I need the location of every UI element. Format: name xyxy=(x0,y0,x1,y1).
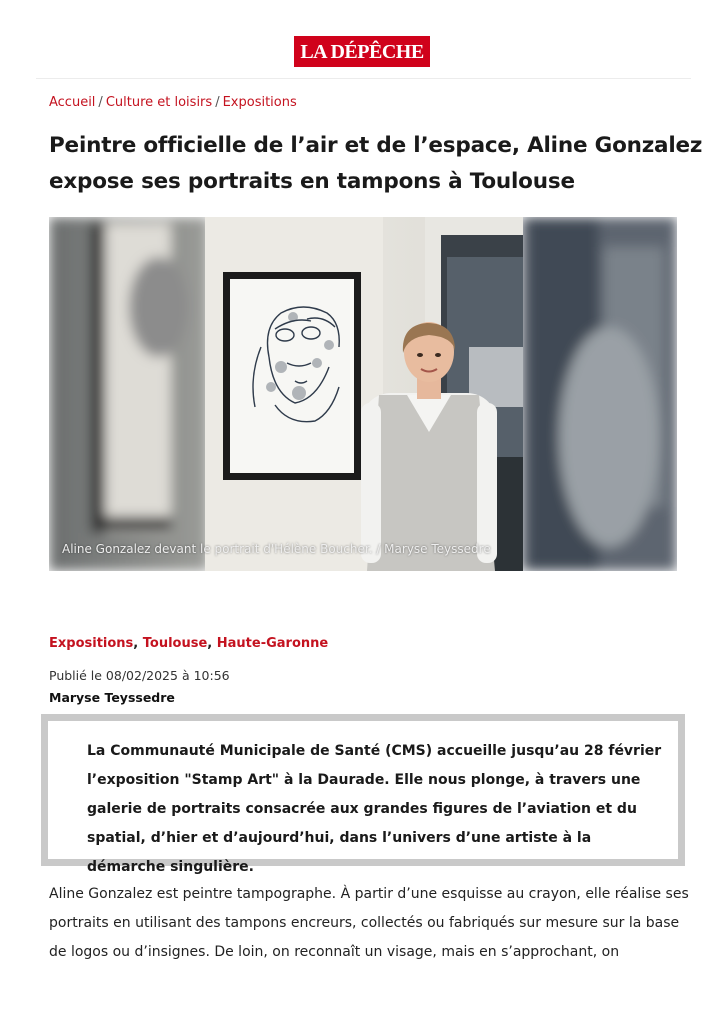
tag-haute-garonne-link[interactable]: Haute-Garonne xyxy=(216,636,329,651)
breadcrumb xyxy=(49,95,297,110)
breadcrumb-home-link[interactable]: Accueil xyxy=(49,95,96,110)
publish-date: Publié le 08/02/2025 à 10:56 xyxy=(49,668,230,683)
tag-expositions-link[interactable]: Expositions xyxy=(49,636,134,651)
photo-illustration xyxy=(49,217,677,571)
site-logo[interactable]: LA DÉPÊCHE xyxy=(294,36,429,67)
breadcrumb-separator: / xyxy=(215,95,220,110)
tag-toulouse-link[interactable]: Toulouse xyxy=(142,636,208,651)
breadcrumb-separator: / xyxy=(98,95,103,110)
article-lead-box xyxy=(41,714,685,875)
breadcrumb-culture-link[interactable]: Culture et loisirs xyxy=(105,95,213,110)
article-photo[interactable] xyxy=(49,217,677,571)
image-caption: Aline Gonzalez devant le portrait d'Hélène Boucher. / Maryse Teyssedre xyxy=(62,542,491,556)
article-body-paragraph: Aline Gonzalez est peintre tampographe. À partir d’une esquisse au crayon, elle réalise ses portraits en utilisant des tampons encreurs, collectés ou fabriqués sur mesure sur la base de logos ou d’insignes. De loin, on reconnaît un visage, mais en s’approchant, on xyxy=(49,886,689,960)
header xyxy=(0,36,724,67)
article-title: Peintre officielle de l’air et de l’espace, Aline Gonzalez expose ses portraits en tampons à Toulouse xyxy=(49,133,703,194)
author-name[interactable]: Maryse Teyssedre xyxy=(49,690,175,705)
breadcrumb-expositions-link[interactable]: Expositions xyxy=(222,95,297,110)
article-lead: La Communauté Municipale de Santé (CMS) accueille jusqu’au 28 février l’exposition "Stamp Art" à la Daurade. Elle nous plonge, à travers une galerie de portraits consacrée aux grandes figures de l’aviation et du spatial, d’hier et d’aujourd’hui, dans l’univers d’une artiste à la démarche singulière. xyxy=(87,743,662,875)
article-tags: Expositions, Toulouse, Haute-Garonne xyxy=(49,636,329,651)
header-divider xyxy=(36,78,691,79)
